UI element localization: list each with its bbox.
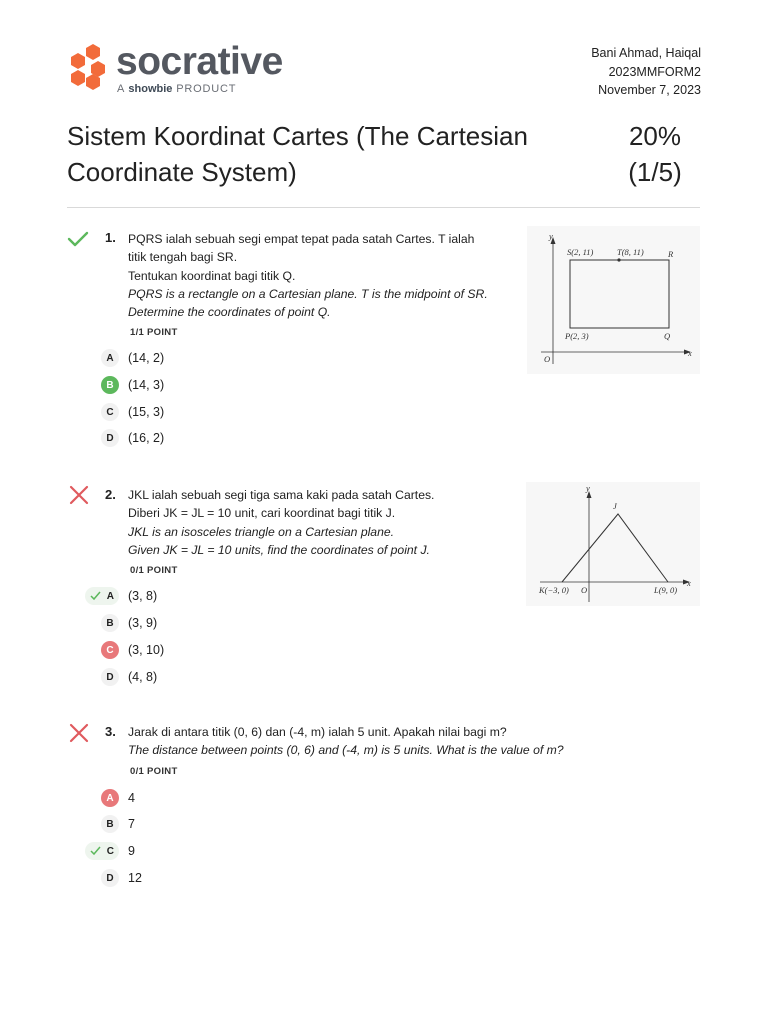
option-text: (16, 2) [128,431,165,445]
x-axis-label: x [688,348,692,358]
point-l-label: L(9, 0) [654,585,678,595]
class-name: 2023MMFORM2 [608,64,701,79]
score-fraction: (1/5) [628,157,682,187]
answer-option[interactable] [101,815,135,833]
option-text: (15, 3) [128,405,165,419]
answer-option[interactable] [101,668,157,686]
option-text: (4, 8) [128,670,158,684]
socrative-logo [67,40,307,99]
option-text: 9 [128,844,135,858]
point-q-label: Q [664,331,671,341]
question-number: 3. [105,724,116,739]
option-text: 7 [128,817,135,831]
option-text: 12 [128,871,142,885]
option-letter: D [101,668,119,686]
answer-option-correct[interactable] [101,587,157,605]
question-number: 2. [105,487,116,502]
correct-check-icon [67,228,89,250]
wrong-x-icon [68,484,90,506]
question-number: 1. [105,230,116,245]
point-t-label: T(8, 11) [617,247,644,257]
answer-option[interactable] [101,403,164,421]
question-points: 0/1 POINT [130,766,178,777]
brand-subtitle: A showbie PRODUCT [117,83,237,95]
option-letter: B [101,815,119,833]
answer-option-selected-correct[interactable] [101,376,164,394]
check-icon [90,590,101,601]
option-letter: B [101,614,119,632]
option-text: (14, 2) [128,351,165,365]
answer-option[interactable] [101,869,142,887]
option-text: (3, 9) [128,616,158,630]
answer-option[interactable] [101,349,164,367]
score-percent: 20% [628,121,682,151]
answer-option-selected-wrong[interactable] [101,641,164,659]
option-text: (3, 10) [128,643,165,657]
point-k-label: K(−3, 0) [539,585,569,595]
option-text: 4 [128,791,135,805]
origin-label: O [581,585,588,595]
brand-name: socrative [116,40,283,83]
point-s-label: S(2, 11) [567,247,594,257]
question-text: Jarak di antara titik (0, 6) dan (-4, m) ialah 5 unit. Apakah nilai bagi m? The distance between points (0, 6) and (-4, m) is 5 units. What is the value of m? [128,725,564,758]
question-text: PQRS ialah sebuah segi empat tepat pada satah Cartes. T ialah titik tengah bagi SR. Tentukan koordinat bagi titik Q. PQRS is a rectangle on a Cartesian plane. T is the midpoint of SR. Determine the coordinates of point Q. [128,232,488,320]
question-points: 1/1 POINT [130,327,178,338]
y-axis-label: y [549,231,553,241]
question-text: JKL ialah sebuah segi tiga sama kaki pada satah Cartes. Diberi JK = JL = 10 unit, cari koordinat bagi titik J. JKL is an isosceles triangle on a Cartesian plane. Given JK = JL = 10 units, find the coordinates of point J. [128,488,435,557]
option-letter: A [101,789,119,807]
triangle-jkl-figure [526,482,700,606]
origin-label: O [544,354,551,364]
option-text: (14, 3) [128,378,165,392]
quiz-title: Sistem Koordinat Cartes (The Cartesian Coordinate System) [67,121,528,187]
option-letter: B [101,376,119,394]
hexagon-logo-icon [67,43,107,93]
point-p-label: P(2, 3) [565,331,589,341]
student-info [591,44,701,100]
rectangle-pqrs-figure [527,226,700,374]
option-letter: C [85,842,119,860]
question-points: 0/1 POINT [130,565,178,576]
answer-option-selected-wrong[interactable] [101,789,135,807]
wrong-x-icon [68,722,90,744]
student-name: Bani Ahmad, Haiqal [591,46,701,60]
x-axis-label: x [687,578,691,588]
option-letter: A [85,587,119,605]
answer-option[interactable] [101,614,157,632]
point-j-label: J [613,501,617,511]
option-letter: C [101,641,119,659]
check-icon [90,845,101,856]
option-letter: D [101,429,119,447]
option-letter: A [101,349,119,367]
quiz-date: November 7, 2023 [598,83,701,97]
option-text: (3, 8) [128,589,158,603]
option-letter: C [101,403,119,421]
y-axis-label: y [586,483,590,493]
answer-option-correct[interactable] [101,842,135,860]
point-r-label: R [668,249,674,259]
header-divider [67,207,700,208]
option-letter: D [101,869,119,887]
quiz-score [620,118,690,190]
answer-option[interactable] [101,429,164,447]
